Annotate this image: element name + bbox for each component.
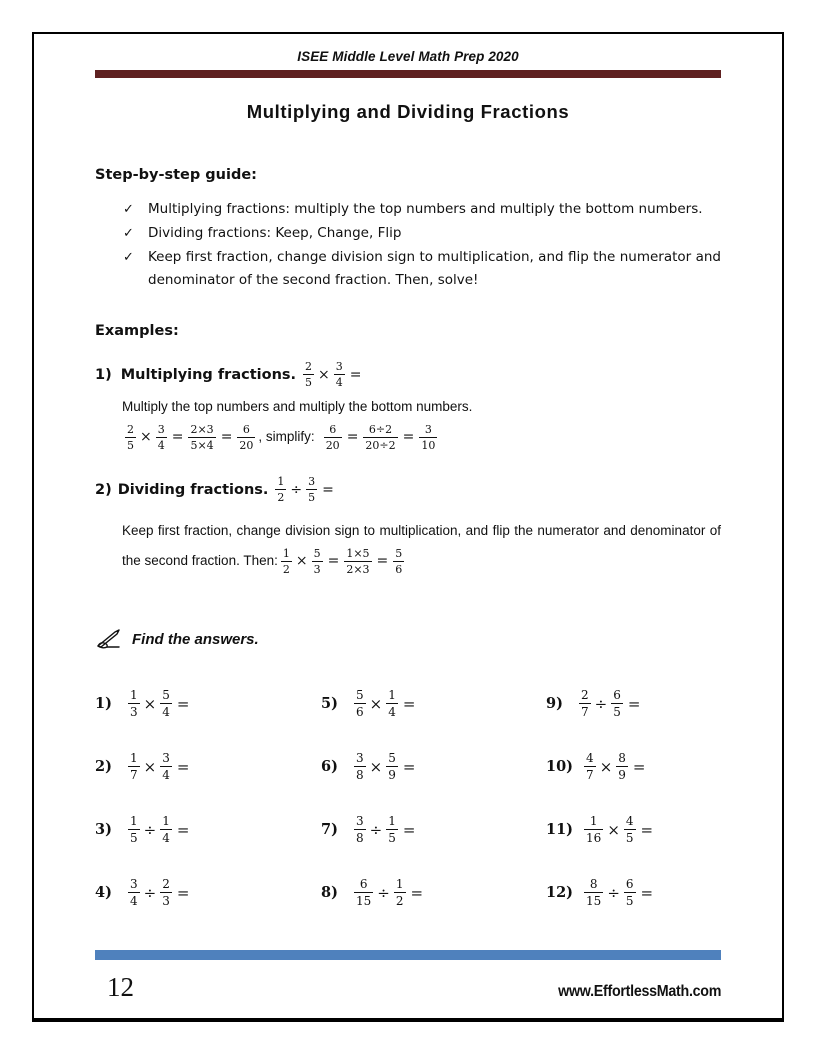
example-2-heading [95, 476, 721, 503]
example-2-description: Keep first fraction, change division sign to multiplication, and flip the numerator and denominator of the second fraction. Then: [122, 523, 721, 568]
problem-item [95, 798, 321, 861]
fraction: $\frac{5}{3}$ [313, 546, 321, 576]
multiply-sign: × [318, 366, 330, 383]
fraction: $\frac{3}{4}$ [162, 751, 170, 783]
equals-sign: = [410, 883, 424, 902]
example-2-expression [272, 476, 335, 503]
problem-number: 1) [95, 695, 112, 713]
book-title: ISEE Middle Level Math Prep 2020 [297, 49, 519, 64]
example-2-solution [122, 516, 721, 576]
website-link: www.EffortlessMath.com [558, 983, 721, 1000]
equals-sign: = [402, 694, 416, 713]
guide-bullet [123, 246, 721, 292]
operator-sign: × [143, 757, 157, 776]
fraction: $\frac{3}{8}$ [356, 751, 364, 783]
operator-sign: ÷ [607, 883, 620, 902]
multiply-sign: × [295, 553, 308, 570]
fraction: $\frac{2\times 3}{5\times 4}$ [190, 422, 214, 452]
fraction: $\frac{1}{4}$ [162, 814, 170, 846]
guide-bullet-text: Multiplying fractions: multiply the top numbers and multiply the bottom numbers. [148, 201, 703, 217]
problem-item [321, 735, 546, 798]
equals-sign: = [171, 429, 184, 445]
fraction: $\frac{2}{5}$ [305, 360, 313, 389]
problem-item [321, 861, 546, 924]
problem-number: 5) [321, 695, 338, 713]
fraction: $\frac{6}{5}$ [625, 877, 634, 909]
problem-item [546, 672, 721, 735]
fraction: $\frac{6}{5}$ [613, 688, 621, 720]
fraction: $\frac{5}{6}$ [356, 688, 364, 720]
operator-sign: ÷ [594, 694, 608, 713]
example-1-description: Multiply the top numbers and multiply the bottom numbers. [122, 399, 473, 414]
operator-sign: ÷ [143, 820, 157, 839]
problem-number: 10) [546, 758, 574, 776]
equals-sign: = [376, 553, 389, 570]
guide-heading: Step-by-step guide: [95, 167, 257, 183]
solution-step [321, 424, 441, 451]
fraction: $\frac{4}{7}$ [586, 751, 594, 783]
problem-number: 2) [95, 758, 112, 776]
fraction: $\frac{2}{3}$ [162, 877, 170, 909]
fraction: $\frac{1\times 5}{2\times 3}$ [346, 546, 370, 576]
writing-hand-icon [95, 628, 122, 650]
problem-item [546, 798, 721, 861]
fraction: $\frac{4}{5}$ [625, 814, 634, 846]
fraction: $\frac{1}{2}$ [277, 475, 285, 504]
operator-sign: × [369, 757, 383, 776]
fraction: $\frac{5}{6}$ [395, 546, 403, 576]
problems-grid [95, 672, 721, 924]
equals-sign: = [640, 883, 654, 902]
fraction: $\frac{3}{10}$ [421, 422, 436, 452]
fraction: $\frac{1}{7}$ [130, 751, 138, 783]
problem-item [546, 861, 721, 924]
problem-number: 8) [321, 884, 338, 902]
fraction: $\frac{2}{5}$ [127, 422, 134, 452]
checkmark-icon: ✓ [123, 250, 134, 265]
fraction: $\frac{8}{15}$ [586, 877, 602, 909]
problem-number: 4) [95, 884, 112, 902]
equals-sign: = [402, 820, 416, 839]
fraction: $\frac{6\div 2}{20\div 2}$ [365, 422, 396, 452]
footer-rule [95, 950, 721, 960]
guide-bullet-list [95, 198, 721, 292]
problem-item [546, 735, 721, 798]
problem-number: 7) [321, 821, 338, 839]
fraction: $\frac{1}{5}$ [388, 814, 396, 846]
equals-sign: = [346, 429, 359, 445]
solution-step [278, 546, 407, 576]
checkmark-icon: ✓ [123, 226, 134, 241]
example-1-title: Multiplying fractions. [120, 366, 297, 383]
guide-bullet [123, 198, 721, 221]
operator-sign: × [599, 757, 613, 776]
equals-sign: = [176, 694, 190, 713]
equals-sign: = [327, 553, 340, 570]
example-1-solution [122, 420, 721, 454]
examples-heading: Examples: [95, 323, 179, 339]
equals-sign: = [632, 757, 646, 776]
footer [95, 973, 721, 1001]
fraction: $\frac{8}{9}$ [618, 751, 626, 783]
problem-number: 9) [546, 695, 563, 713]
fraction: $\frac{6}{15}$ [356, 877, 372, 909]
problem-number: 12) [546, 884, 574, 902]
operator-sign: × [143, 694, 157, 713]
example-2-title: Dividing fractions. [117, 481, 269, 498]
fraction: $\frac{3}{8}$ [356, 814, 364, 846]
guide-bullet-text: Keep first fraction, change division sign to multiplication, and flip the numerator and denominator of the second fraction. Then, solve! [148, 249, 721, 288]
solution-step [122, 424, 315, 451]
problem-item [95, 861, 321, 924]
operator-sign: ÷ [377, 883, 390, 902]
fraction: $\frac{1}{2}$ [395, 877, 404, 909]
example-1-heading [95, 361, 721, 388]
checkmark-icon: ✓ [123, 202, 134, 217]
operator-sign: ÷ [143, 883, 157, 902]
header-rule [95, 70, 721, 78]
equals-sign: = [349, 366, 362, 383]
fraction: $\frac{5}{4}$ [162, 688, 170, 720]
page-number: 12 [107, 972, 134, 1002]
problem-number: 11) [546, 821, 574, 839]
problem-item [95, 672, 321, 735]
fraction: $\frac{3}{4}$ [130, 877, 138, 909]
equals-sign: = [176, 820, 190, 839]
equals-sign: = [627, 694, 641, 713]
multiply-sign: × [140, 429, 152, 445]
example-1-expression [300, 361, 363, 388]
equals-sign: = [176, 757, 190, 776]
fraction: $\frac{6}{20}$ [325, 422, 340, 452]
fraction: $\frac{1}{3}$ [130, 688, 138, 720]
operator-sign: × [369, 694, 383, 713]
equals-sign: = [220, 429, 233, 445]
fraction: $\frac{1}{16}$ [586, 814, 602, 846]
fraction: $\frac{1}{5}$ [130, 814, 138, 846]
find-answers-label: Find the answers. [132, 630, 259, 648]
problem-item [321, 798, 546, 861]
problem-number: 6) [321, 758, 338, 776]
find-answers-row [95, 628, 721, 650]
equals-sign: = [176, 883, 190, 902]
equals-sign: = [402, 757, 416, 776]
guide-bullet [123, 222, 721, 245]
divide-sign: ÷ [290, 481, 303, 498]
fraction: $\frac{5}{9}$ [388, 751, 396, 783]
problem-item [95, 735, 321, 798]
equals-sign: = [322, 481, 334, 498]
fraction: $\frac{1}{4}$ [388, 688, 396, 720]
fraction: $\frac{3}{4}$ [157, 422, 165, 452]
equals-sign: = [640, 820, 654, 839]
fraction: $\frac{3}{4}$ [335, 360, 343, 389]
worksheet-page [32, 32, 784, 1022]
page-title: Multiplying and Dividing Fractions [246, 101, 570, 122]
simplify-label: , simplify: [258, 428, 315, 444]
fraction: $\frac{1}{2}$ [282, 546, 290, 576]
fraction: $\frac{2}{7}$ [581, 688, 589, 720]
equals-sign: = [402, 429, 415, 445]
fraction: $\frac{6}{20}$ [239, 422, 254, 452]
example-1-number: 1) [95, 366, 112, 383]
problem-item [321, 672, 546, 735]
fraction: $\frac{3}{5}$ [308, 475, 316, 504]
guide-bullet-text: Dividing fractions: Keep, Change, Flip [148, 225, 402, 241]
problem-number: 3) [95, 821, 112, 839]
operator-sign: ÷ [369, 820, 383, 839]
example-2-number: 2) [95, 481, 112, 498]
operator-sign: × [607, 820, 620, 839]
